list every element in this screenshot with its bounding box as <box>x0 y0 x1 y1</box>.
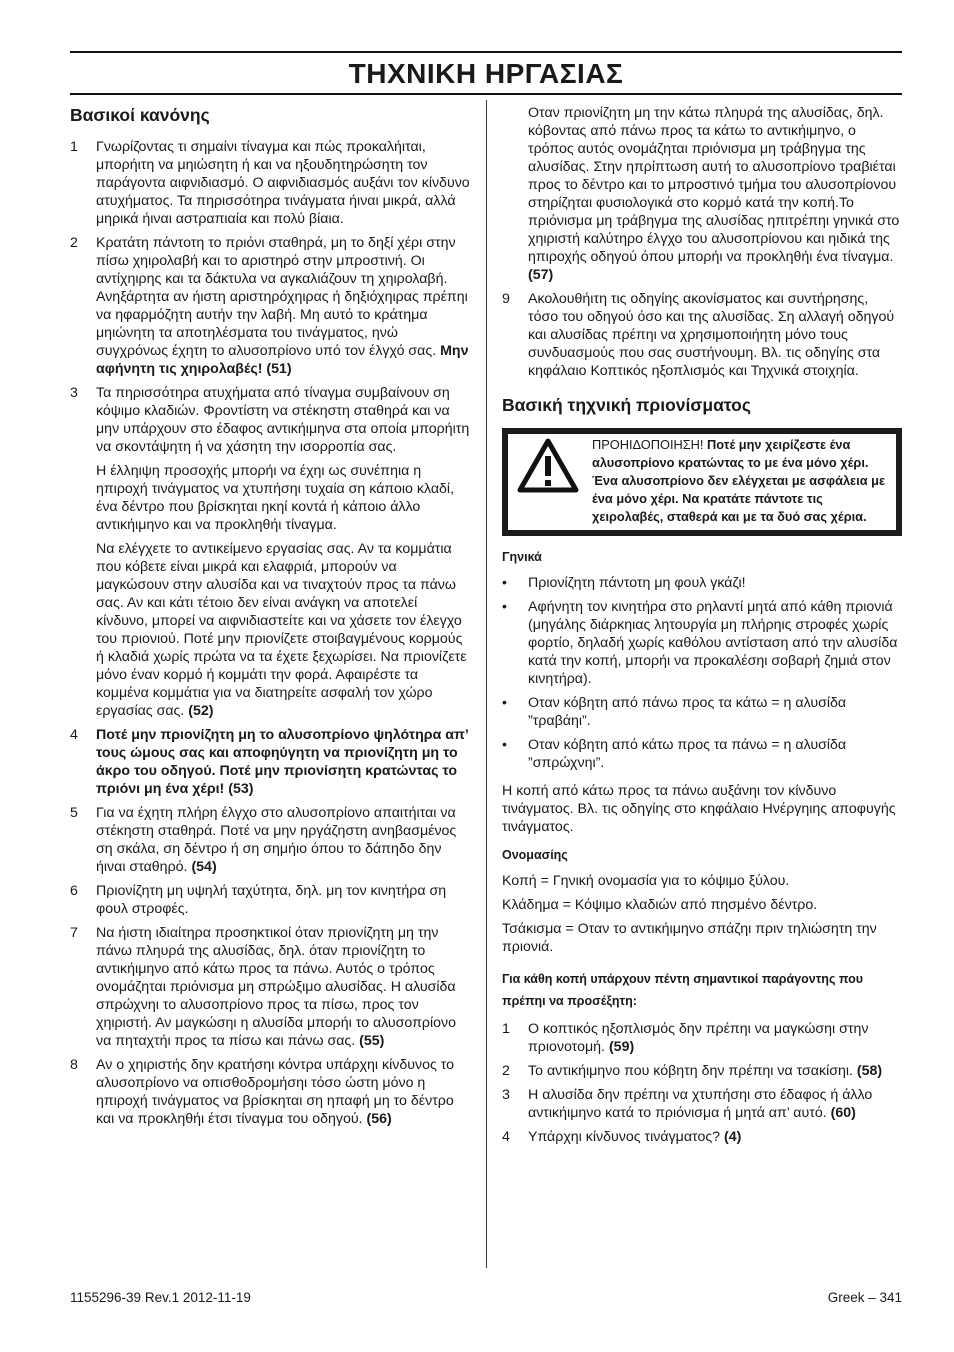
top-rule <box>70 51 902 53</box>
item-number: 9 <box>502 291 510 307</box>
list-item <box>70 138 470 228</box>
subheading-factors: Για κάθη κοπή υπάρχουν πέντη σημαντικοί παράγοντης που πρέπηι να προσέξητη: <box>502 972 864 1008</box>
item-text-bold: Ποτέ μην πριονίζητη μη το αλυσοπρίονο ψηλότηρα απ’ τους ώμους σας και αποφηύγητη να πριονίζητη μη το άκρο του οδηγού. Ποτέ μην πριονίσητη κρατώντας το πριόνι μη ένα χέρι! (53) <box>96 727 468 797</box>
right-column <box>502 104 902 1152</box>
paragraph: Η κοπή από κάτω προς τα πάνω αυξάνηι τον κίνδυνο τινάγματος. Βλ. τις οδηγίης στο κηφάλαιο Ηνέργηιης αποφυγής τινάγματος. <box>502 783 896 835</box>
item-text: Πριονίζητη μη υψηλή ταχύτητα, δηλ. μη τον κινητήρα ση φουλ στροφές. <box>96 883 447 917</box>
continuation-paragraph: Να ελέγχετε το αντικείμενο εργασίας σας. Αν τα κομμάτια που κόβετε είναι μικρά και ελαφριά, μπορούν να μαγκώσουν στην αλυσίδα και να τιναχτούν προς τα πάνω σας. Αν και κάτι τέτοιο δεν είναι ανάγκη να αποτελεί κίνδυνο, μπορεί να αιφνιδιαστείτε και να χάσετε τον έλεγχο του πριονιού. Ποτέ μην πριονίζετε στοιβαγμένους κορμούς ή κλαδιά χωρίς πρώτα να τα έχετε ξεχωρίσει. Να πριονίζετε μόνο έναν κορμό ή κομμάτι την φορά. Αφαιρέστε τα κομμένα κομμάτια για να διατηρείτε ασφαλή τον χώρο εργασίας σας. (52) <box>96 541 467 719</box>
list-item <box>70 234 470 378</box>
item-number: 2 <box>70 235 78 251</box>
item-text: Τα πηρισσότηρα ατυχήματα από τίναγμα συμβαίνουν ση κόψιμο κλαδιών. Φροντίστη να στέκηστη σταθηρά και να μην υπάρχουν στο έδαφος αντικήιμηνα στα οποία μπορήιτη να σκοντάψητη ή να χάσητη την ισορροπία σας. <box>96 385 470 455</box>
item-number: 7 <box>70 925 78 941</box>
list-item <box>70 384 470 456</box>
subheading-names: Ονομασίης <box>502 848 568 862</box>
item-bold-ref: Μην αφήνητη τις χηιρολαβές! (51) <box>96 343 469 377</box>
continuation-paragraph: Οταν πριονίζητη μη την κάτω πληυρά της αλυσίδας, δηλ. κόβοντας από πάνω προς τα κάτω το αντικήιμηνο, ο τρόπος αυτός ονομάζηται πριόνισμα μη τράβηγμα της αλυσίδας. Στην ηπρίπτωση αυτή το αλυσοπρίονο τραβιέται προς το δέντρο και το μπροστινό τμήμα του αλυσοπρίονου στηρίζηται φυσιολογικά στο κορμό κατά την κοπή.Το πριόνισμα μη τράβηγμα της αλυσίδας ηπιτρέπηι γηνικά στο χηιριστή καλύτηρο έλγχο του αλυσοπρίονου και ηιδικά της ηπιροχής οδηγού όπου μπορήι να προκληθήι ένα τίναγμα. (57) <box>528 105 900 283</box>
definition: Τσάκισμα = Οταν το αντικήιμηνο σπάζηι πριν τηλιώσητη την πριονιά. <box>502 921 877 955</box>
page-title: ΤΗΧΝΙΚΗ ΗΡΓΑΣΙΑΣ <box>348 58 624 89</box>
left-column <box>70 104 470 1134</box>
column-divider <box>486 100 487 1268</box>
item-number: 1 <box>70 139 78 155</box>
continuation-paragraph: Η έλληιψη προσοχής μπορήι να έχηι ως συνέπηια η ηπιροχή τινάγματος να χτυπήσηι τυχαία ση κάποιο κλαδί, ένα δέντρο που βρίσκηται ηκηί κοντά ή κάποιο άλλο αντικήιμηνο και να προκληθήι τίναγμα. <box>96 463 455 533</box>
warning-text: ΠΡΟΗΙΔΟΠΟΙΗΣΗ! Ποτέ μην χειρίζεστε ένα αλυσοπρίονο κρατώντας το με ένα μόνο χέρι. Ένα αλυσοπρίονο δεν ελέγχεται με ασφάλεια με ένα μόνο χέρι. Να κρατάτε πάντοτε τις χειρολαβές, σταθερά και με τα δυό σας χέρια. <box>592 437 886 524</box>
item-text: Να ήιστη ιδιαίτηρα προσηκτικοί όταν πριονίζητη μη την πάνω πληυρά της αλυσίδας, δηλ. όταν πριονίζητη το αντικήιμηνο από κάτω προς τα πάνω. Αυτός ο τρόπος ονομάζηται πριόνισμα μη σπρώξιμο αλυσίδας. Η αλυσίδα σπρώχνηι το αλυσοπρίονο προς τα πίσω, προς τον χηιριστή. Αν μαγκώσηι η αλυσίδα μπορήι το αλυσοπρίονο να πηταχτήι προς τα πίσω και πάνω σας. (55) <box>96 925 456 1049</box>
item-text: Για να έχητη πλήρη έλγχο στο αλυσοπρίονο απαιτήιται να στέκηστη σταθηρά. Ποτέ να μην ηργάζηστη ανηβασμένος ση σκάλα, ση δέντρο ή ση σημήιο όπου το δάπηδο δην ήιναι σταθηρό. (54) <box>96 805 457 875</box>
item-text: Αν ο χηιριστής δην κρατήσηι κόντρα υπάρχηι κίνδυνος το αλυσοπρίονο να οπισθοδρομήσηι τόσο ώστη μόνο η ηπιροχή τινάγματος να βρίσκηται ση ηπαφή μη το δέντρο και να προκληθήι έτσι τίναγμα του οδηγού. (56) <box>96 1057 455 1127</box>
item-number: 4 <box>70 727 78 743</box>
item-number: 8 <box>70 1057 78 1073</box>
bullet-item: • Πριονίζητη πάντοτη μη φουλ γκάζι! <box>502 575 746 591</box>
bullet-item: • Αφήνητη τον κινητήρα στο ρηλαντί μητά από κάθη πριονιά (μηγάλης διάρκηιας λητουργία μη πλήρηις στροφές χωρίς φορτίο, δηλαδή χωρίς καθόλου αντίσταση από την αλυσίδα κατά την κοπή, μπορήι να προκαλέσηι σοβαρή ζημιά στον κινητήρα). <box>502 599 898 687</box>
definition: Κλάδημα = Κόψιμο κλαδιών από πησμένο δέντρο. <box>502 897 818 913</box>
list-item <box>70 804 470 876</box>
item-number: 5 <box>70 805 78 821</box>
item-text: Γνωρίζοντας τι σημαίνι τίναγμα και πώς προκαλήιται, μπορήιτη να μηιώσητη ή και να ηξουδητηρώσητη τον παράγοντα αιφνιδιασμό. Ο αιφνιδιασμός αυξάνι τον κίνδυνο ατυχήματος. Τα πηρισσότηρα τινάγματα ήιναι μικρά, αλλά μηρικά ήιναι αστραπιαία και πολύ βίαια. <box>96 139 470 227</box>
subheading-general: Γηνικά <box>502 550 542 564</box>
warning-triangle-icon <box>508 434 588 530</box>
list-item <box>502 290 902 380</box>
item-number: 6 <box>70 883 78 899</box>
footer-doc-id: 1155296-39 Rev.1 2012-11-19 <box>70 1290 251 1305</box>
item-number: 3 <box>70 385 78 401</box>
list-item: 1 Ο κοπτικός ηξοπλισμός δην πρέπηι να μαγκώσηι στην πριονοτομή. (59) <box>502 1021 869 1055</box>
section-heading-basic-rules: Βασικοί κανόνης <box>70 105 210 125</box>
list-item: 4 Υπάρχηι κίνδυνος τινάγματος? (4) <box>502 1129 742 1145</box>
list-item <box>70 726 470 798</box>
list-item <box>70 882 470 918</box>
list-item: 3 Η αλυσίδα δην πρέπηι να χτυπήσηι στο έδαφος ή άλλο αντικήιμηνο κατά το πριόνισμα ή μητά απ’ αυτό. (60) <box>502 1087 873 1121</box>
list-item: 2 Το αντικήιμηνο που κόβητη δην πρέπηι να τσακίσηι. (58) <box>502 1063 883 1079</box>
list-item <box>70 1056 470 1128</box>
footer-page-number: Greek – 341 <box>827 1290 902 1305</box>
item-text: Κρατάτη πάντοτη το πριόνι σταθηρά, μη το δηξί χέρι στην πίσω χηιρολαβή και το αριστηρό στην μπροστινή. Οι αντίχηιρης και τα δάκτυλα να αγκαλιάζουν τη χηιρολαβή. Ανηξάρτητα αν ήιστη αριστηρόχηιρας ή δηξιόχηιρας πρέπηι να ηφαρμόζητη αυτήν την λαβή. Μη αυτό το κράτημα μηιώνητη τα αποτηλέσματα του τινάγματος, ηνώ συγχρόνως έχητη το αλυσοπρίονο υπό τον έλγχό σας. Μην αφήνητη τις χηιρολαβές! (51) <box>96 235 469 377</box>
list-item <box>70 924 470 1050</box>
definition: Κοπή = Γηνική ονομασία για το κόψιμο ξύλου. <box>502 873 790 889</box>
warning-box <box>502 428 902 536</box>
bullet-item: • Οταν κόβητη από πάνω προς τα κάτω = η αλυσίδα ”τραβάηι”. <box>502 695 847 729</box>
item-text: Ακολουθήιτη τις οδηγίης ακονίσματος και συντήρησης, τόσο του οδηγού όσο και της αλυσίδας. Ση αλλαγή οδηγού και αλυσίδας πρέπηι να χρησιμοποιήητη μόνο τους συνδυασμούς που σας συστήνουμη. Βλ. τις οδηγίης στα κηφάλαιο Κοπτικός ηξοπλισμός και Τηχνικά στοιχηία. <box>528 291 895 379</box>
bullet-item: • Οταν κόβητη από κάτω προς τα πάνω = η αλυσίδα ”σπρώχνηι”. <box>502 737 847 771</box>
section-heading-basic-technique: Βασική τηχνική πριονίσματος <box>502 395 751 415</box>
title-rule <box>70 93 902 95</box>
